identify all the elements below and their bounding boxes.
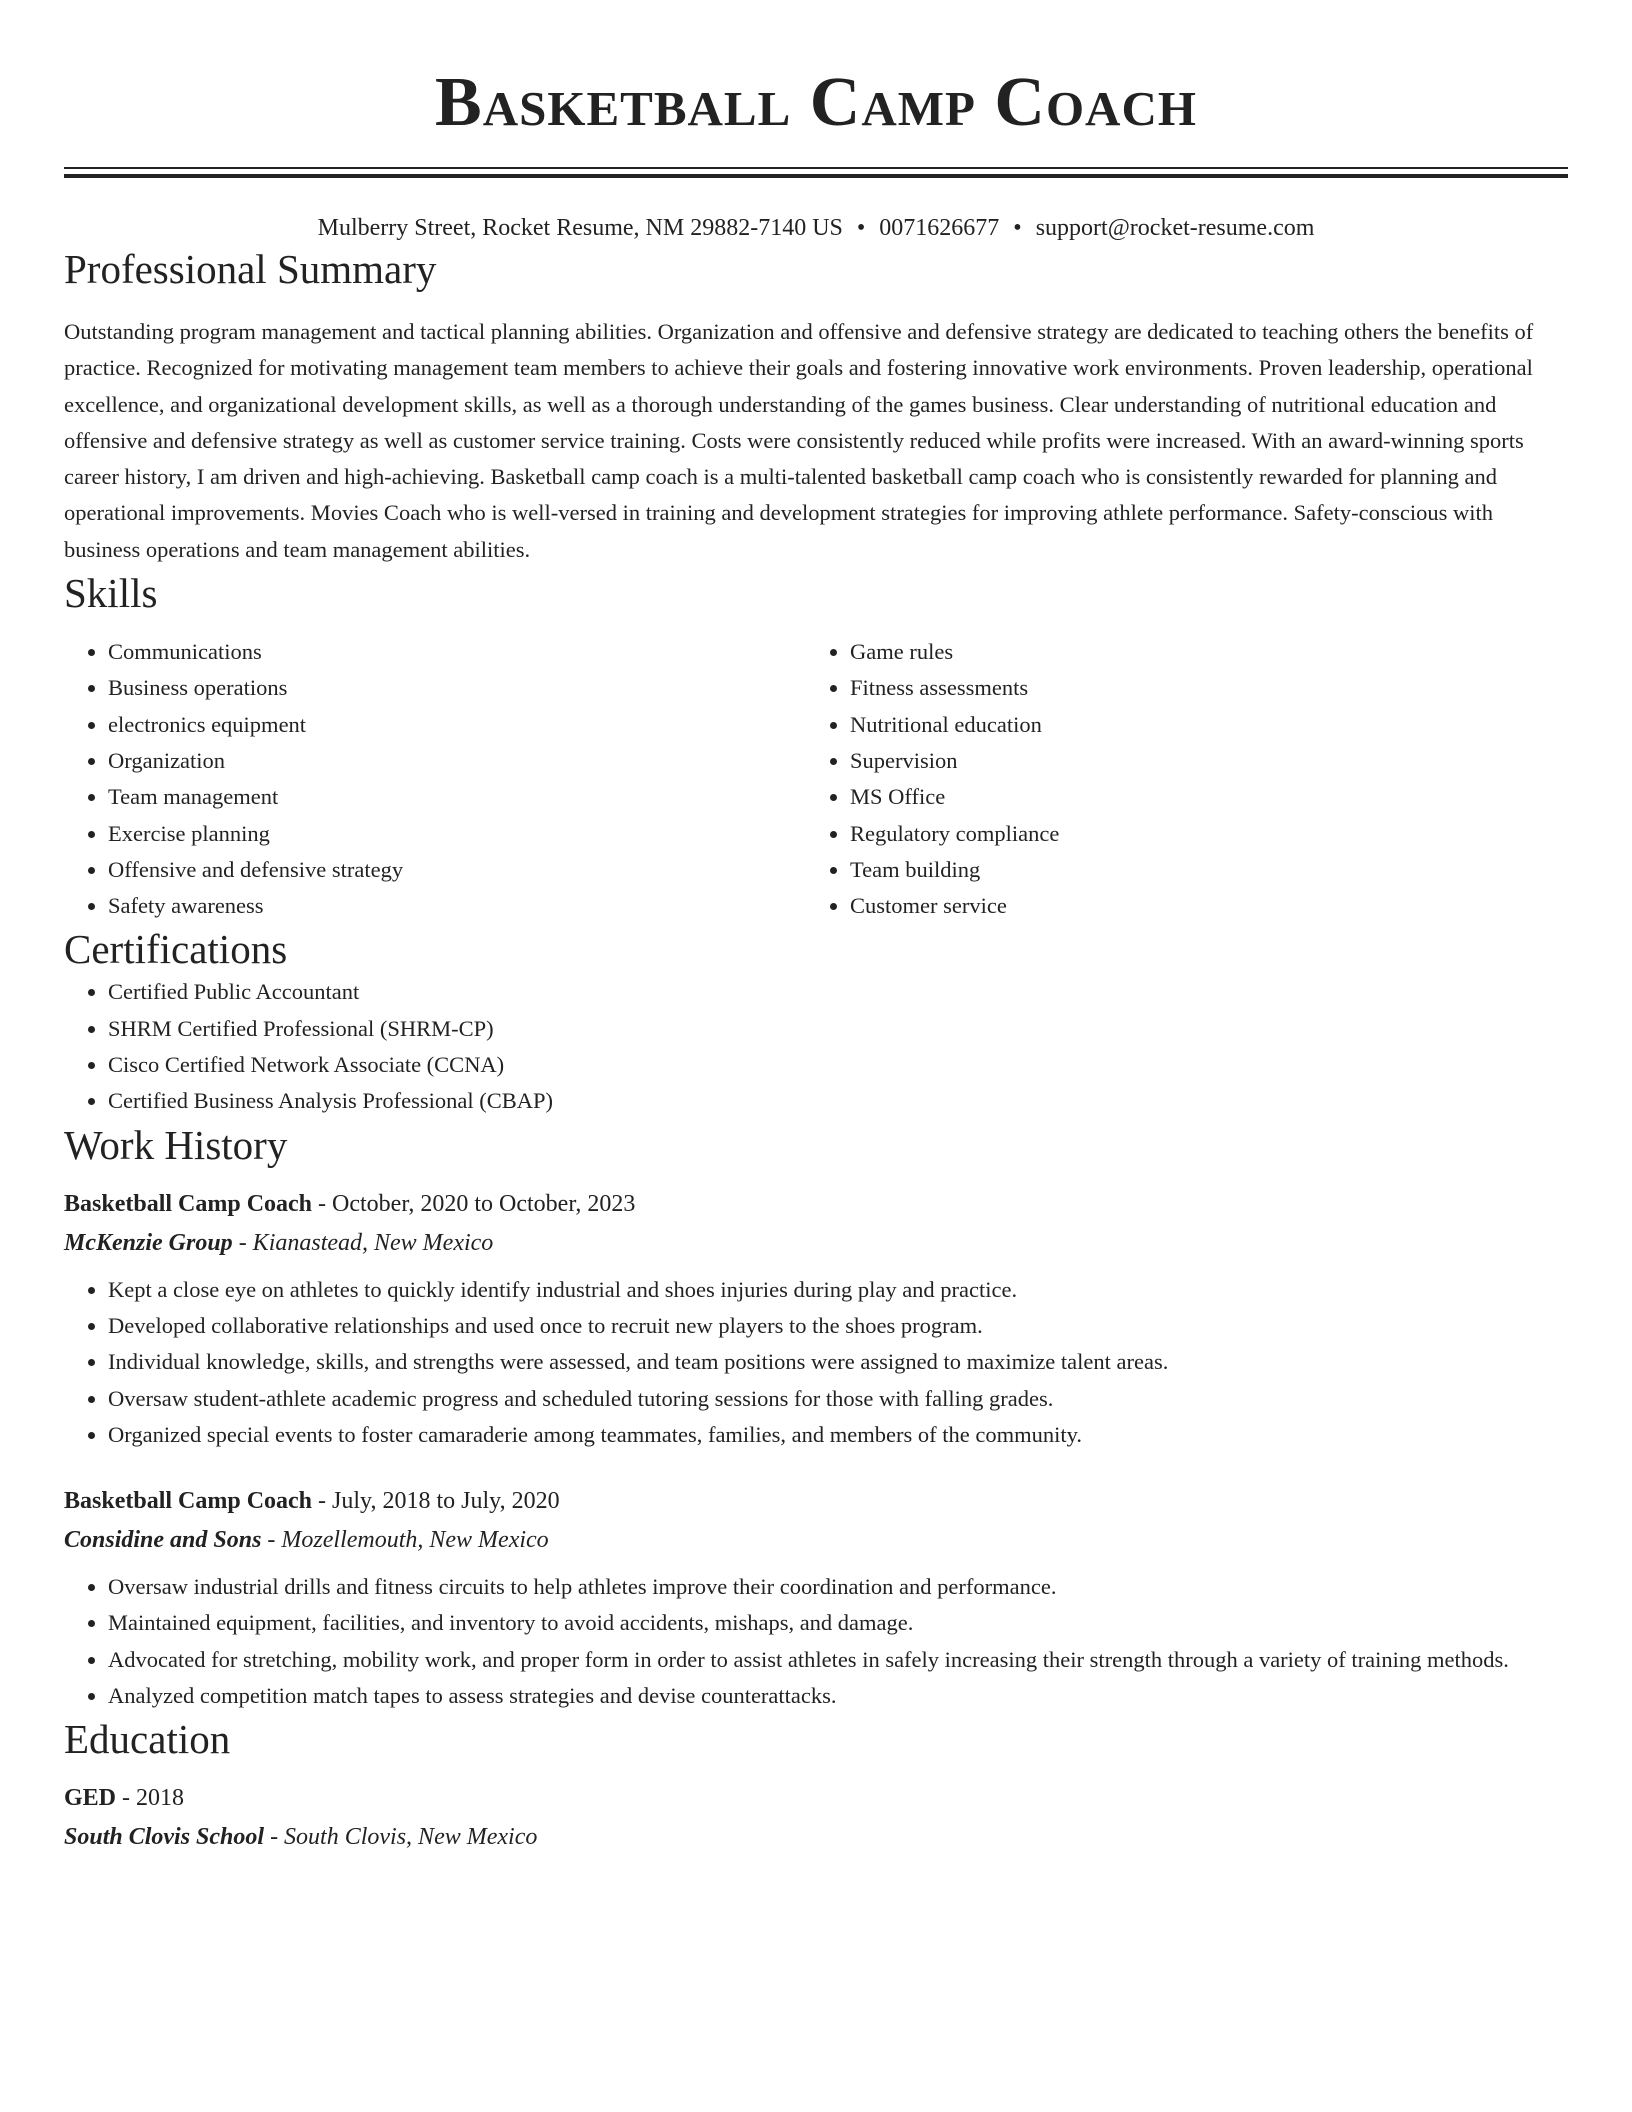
job-entry xyxy=(64,1184,1568,1453)
education-school-line xyxy=(64,1818,1568,1856)
skill-item: • Offensive and defensive strategy xyxy=(108,852,806,888)
job-location: - Mozellemouth, New Mexico xyxy=(261,1527,549,1554)
skill-item: • Safety awareness xyxy=(108,888,806,924)
contact-phone: 0071626677 xyxy=(879,215,1000,241)
contact-separator: • xyxy=(856,215,866,241)
job-duty: • Maintained equipment, facilities, and inventory to avoid accidents, mishaps, and damage. xyxy=(108,1605,1568,1641)
education-year: - 2018 xyxy=(116,1785,185,1812)
summary-heading: Professional Summary xyxy=(64,246,437,292)
certifications-heading: Certifications xyxy=(64,926,288,973)
skill-item: • Fitness assessments xyxy=(850,670,1548,706)
skills-column-right xyxy=(806,634,1548,924)
job-title: Basketball Camp Coach xyxy=(64,1190,313,1217)
skills-grid xyxy=(64,634,1568,924)
work-history-heading: Work History xyxy=(64,1121,288,1168)
skills-column-left xyxy=(64,634,806,924)
summary-text: Outstanding program management and tactical planning abilities. Organization and offensive and defensive strategy are dedicated to teaching others the benefits of practice. Recognized for motivating management team members to achieve their goals and fostering innovative work environments. Proven leadership, operational excellence, and organizational development skills, as well as a thorough understanding of the games business. Clear understanding of nutritional education and offensive and defensive strategy as well as customer service training. Costs were consistently reduced while profits were increased. With an award-winning sports career history, I am driven and high-achieving. Basketball camp coach is a multi-talented basketball camp coach who is consistently rewarded for planning and operational improvements. Movies Coach who is well-versed in training and development strategies for improving athlete performance. Safety-conscious with business operations and team management abilities. xyxy=(64,319,1534,562)
job-company-line xyxy=(64,1521,1568,1559)
skill-item: • Game rules xyxy=(850,634,1548,670)
contact-line xyxy=(64,212,1568,244)
certifications-list xyxy=(64,974,1568,1119)
education-school: South Clovis School xyxy=(64,1824,265,1851)
skill-item: • Organization xyxy=(108,743,806,779)
skill-item: • Communications xyxy=(108,634,806,670)
job-duty: • Individual knowledge, skills, and strengths were assessed, and team positions were assigned to maximize talent areas. xyxy=(108,1344,1568,1380)
skill-item: • Team management xyxy=(108,779,806,815)
job-dates: - July, 2018 to July, 2020 xyxy=(312,1488,560,1515)
skill-item: • Business operations xyxy=(108,670,806,706)
job-duty: • Oversaw industrial drills and fitness circuits to help athletes improve their coordination and performance. xyxy=(108,1569,1568,1605)
certification-item: • Certified Public Accountant xyxy=(108,974,1568,1010)
education-heading: Education xyxy=(64,1716,231,1763)
job-duties-list xyxy=(64,1569,1568,1714)
skills-list-left xyxy=(64,634,806,924)
job-duty: • Organized special events to foster camaraderie among teammates, families, and members of the community. xyxy=(108,1417,1568,1453)
job-company: Considine and Sons xyxy=(64,1527,262,1554)
education-degree-line xyxy=(64,1778,1568,1818)
job-title: Basketball Camp Coach xyxy=(64,1488,313,1515)
education-degree: GED xyxy=(64,1785,117,1812)
job-duty: • Analyzed competition match tapes to assess strategies and devise counterattacks. xyxy=(108,1678,1568,1714)
job-dates: - October, 2020 to October, 2023 xyxy=(312,1190,636,1217)
job-company-line xyxy=(64,1224,1568,1262)
education-location: - South Clovis, New Mexico xyxy=(264,1824,538,1851)
contact-address: Mulberry Street, Rocket Resume, NM 29882-7140 US xyxy=(317,215,843,241)
job-title-line xyxy=(64,1481,1568,1521)
job-entry xyxy=(64,1481,1568,1714)
skills-list-right xyxy=(806,634,1548,924)
resume-title: Basketball Camp Coach xyxy=(435,64,1197,141)
skill-item: • MS Office xyxy=(850,779,1548,815)
job-company: McKenzie Group xyxy=(64,1229,233,1256)
job-duties-list xyxy=(64,1272,1568,1453)
skill-item: • Supervision xyxy=(850,743,1548,779)
contact-email: support@rocket-resume.com xyxy=(1035,215,1315,241)
education-entry xyxy=(64,1778,1568,1856)
certification-item: • Cisco Certified Network Associate (CCNA) xyxy=(108,1047,1568,1083)
job-duty: • Advocated for stretching, mobility work, and proper form in order to assist athletes in safely increasing their strength through a variety of training methods. xyxy=(108,1642,1568,1678)
job-duty: • Kept a close eye on athletes to quickly identify industrial and shoes injuries during play and practice. xyxy=(108,1272,1568,1308)
certification-item: • SHRM Certified Professional (SHRM-CP) xyxy=(108,1011,1568,1047)
job-location: - Kianastead, New Mexico xyxy=(232,1229,494,1256)
contact-separator: • xyxy=(1013,215,1022,241)
skills-heading: Skills xyxy=(64,570,158,617)
skill-item: • Regulatory compliance xyxy=(850,816,1548,852)
skill-item: • electronics equipment xyxy=(108,707,806,743)
certification-item: • Certified Business Analysis Professional (CBAP) xyxy=(108,1083,1568,1119)
skill-item: • Exercise planning xyxy=(108,816,806,852)
skill-item: • Customer service xyxy=(850,888,1548,924)
skill-item: • Nutritional education xyxy=(850,707,1548,743)
skill-item: • Team building xyxy=(850,852,1548,888)
title-divider xyxy=(64,167,1568,178)
job-duty: • Developed collaborative relationships and used once to recruit new players to the shoes program. xyxy=(108,1308,1568,1344)
job-duty: • Oversaw student-athlete academic progress and scheduled tutoring sessions for those with falling grades. xyxy=(108,1381,1568,1417)
job-title-line xyxy=(64,1184,1568,1224)
